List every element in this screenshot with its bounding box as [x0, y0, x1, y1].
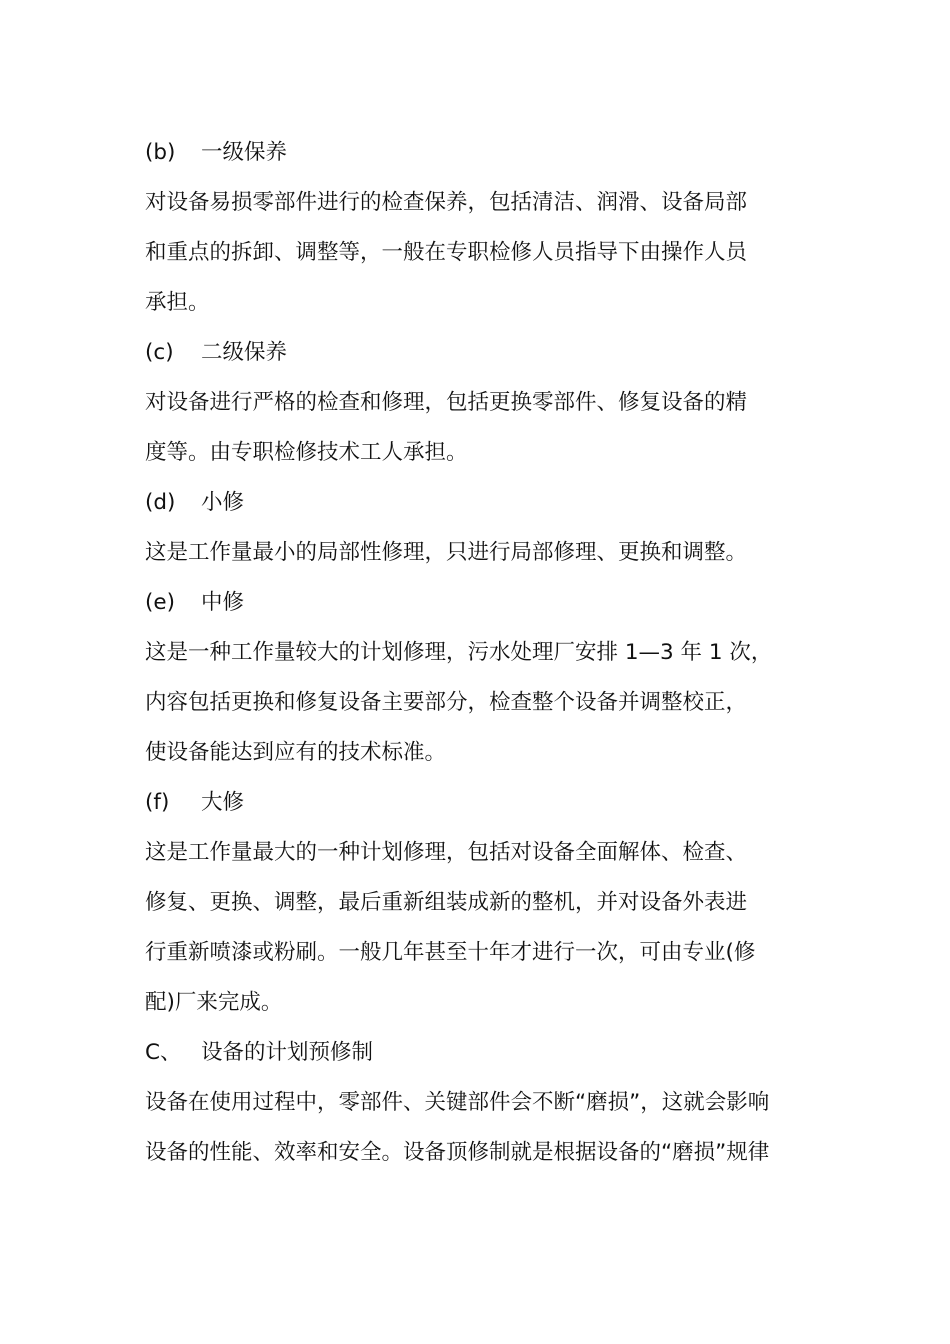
paragraph-line: 这是一种工作量较大的计划修理，污水处理厂安排 1—3 年 1 次， [145, 640, 773, 665]
section-paragraph-e [145, 628, 810, 778]
paragraph-line: 使设备能达到应有的技术标准。 [145, 740, 447, 765]
paragraph-line: 设备的性能、效率和安全。设备顶修制就是根据设备的“磨损”规律 [145, 1140, 770, 1165]
section-paragraph-d [145, 528, 810, 578]
paragraph-line: 度等。由专职检修技术工人承担。 [145, 440, 468, 465]
section-paragraph-c [145, 378, 810, 478]
section-paragraph-C [145, 1078, 810, 1178]
section-title: 设备的计划预修制 [201, 1040, 374, 1065]
section-paragraph-b [145, 178, 810, 328]
paragraph-line: 这是工作量最大的一种计划修理，包括对设备全面解体、检查、 [145, 840, 748, 865]
paragraph-line: 对设备进行严格的检查和修理，包括更换零部件、修复设备的精 [145, 390, 748, 415]
section-title: 中修 [201, 590, 245, 615]
paragraph-line: 承担。 [145, 290, 210, 315]
section-heading-d [145, 478, 810, 528]
section-paragraph-f [145, 828, 810, 1028]
section-marker: (c) [145, 340, 174, 365]
paragraph-line: 配)厂来完成。 [145, 990, 283, 1015]
section-title: 二级保养 [201, 340, 288, 365]
section-heading-c [145, 328, 810, 378]
paragraph-line: 这是工作量最小的局部性修理，只进行局部修理、更换和调整。 [145, 540, 748, 565]
section-marker: (f) [145, 790, 170, 815]
section-heading-e [145, 578, 810, 628]
document-body [145, 128, 810, 1178]
section-title: 小修 [201, 490, 245, 515]
section-marker: (d) [145, 490, 176, 515]
paragraph-line: 内容包括更换和修复设备主要部分，检查整个设备并调整校正， [145, 690, 748, 715]
section-marker: C、 [145, 1040, 182, 1065]
section-heading-C [145, 1028, 810, 1078]
paragraph-line: 对设备易损零部件进行的检查保养，包括清洁、润滑、设备局部 [145, 190, 748, 215]
section-marker: (b) [145, 140, 176, 165]
section-marker: (e) [145, 590, 176, 615]
section-title: 大修 [201, 790, 245, 815]
section-heading-b [145, 128, 810, 178]
section-title: 一级保养 [201, 140, 288, 165]
paragraph-line: 行重新喷漆或粉刷。一般几年甚至十年才进行一次，可由专业(修 [145, 940, 756, 965]
section-heading-f [145, 778, 810, 828]
paragraph-line: 和重点的拆卸、调整等，一般在专职检修人员指导下由操作人员 [145, 240, 748, 265]
paragraph-line: 修复、更换、调整，最后重新组装成新的整机，并对设备外表进 [145, 890, 748, 915]
paragraph-line: 设备在使用过程中，零部件、关键部件会不断“磨损”，这就会影响 [145, 1090, 770, 1115]
